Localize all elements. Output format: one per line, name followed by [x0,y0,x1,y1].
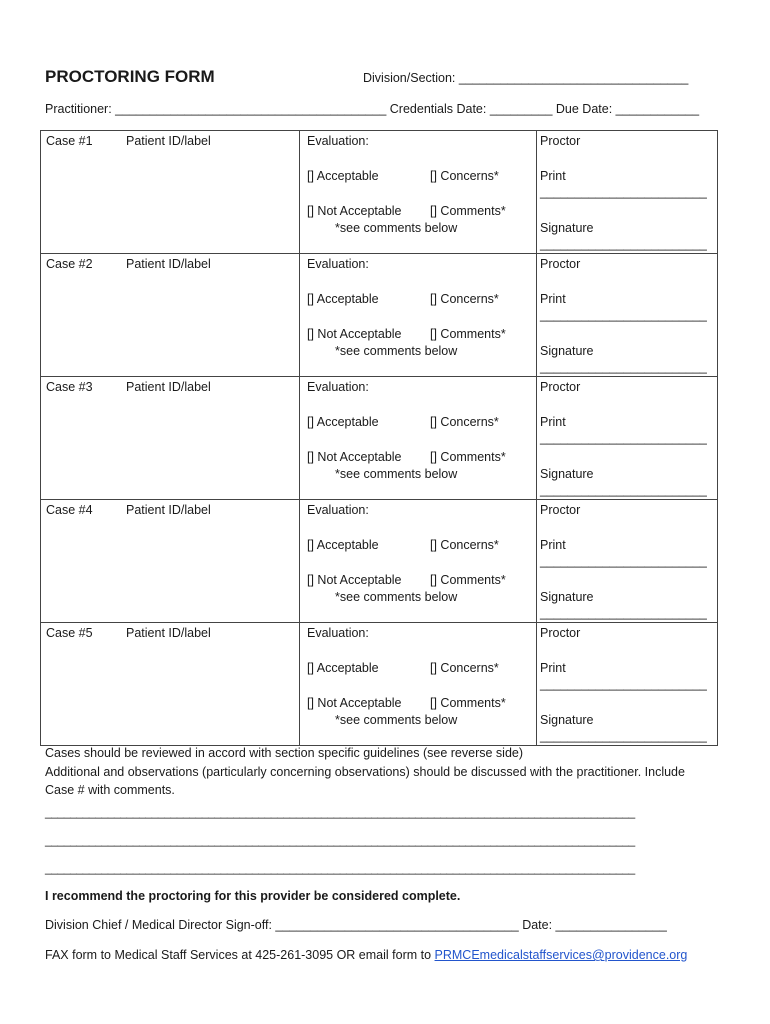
print-name-field[interactable]: ________________________ [540,431,707,445]
proctor-cell [537,623,718,746]
patient-id-label: Patient ID/label [126,380,211,394]
case-row [41,500,718,623]
signature-field[interactable]: ________________________ [540,606,707,620]
email-link[interactable]: PRMCEmedicalstaffservices@providence.org [434,948,688,962]
case-label: Case #4 [46,503,93,517]
proctor-label: Proctor [540,134,581,148]
not-acceptable-checkbox[interactable]: [] Not Acceptable [307,327,402,341]
see-comments-note: *see comments below [335,467,458,481]
proctor-cell [537,254,718,377]
signature-label: Signature [540,221,594,235]
print-label: Print [540,415,566,429]
signature-label: Signature [540,344,594,358]
evaluation-cell [300,623,537,746]
practitioner-row [45,102,699,116]
signature-label: Signature [540,467,594,481]
print-label: Print [540,538,566,552]
credentials-date-field[interactable]: Credentials Date: _________ [389,102,553,116]
evaluation-cell [300,254,537,377]
comments-checkbox[interactable]: [] Comments* [430,450,506,464]
observation-note: Additional and observations (particularly concerning observations) should be discussed with the practitioner. Include [45,765,685,779]
evaluation-label: Evaluation: [307,257,369,271]
signature-field[interactable]: ________________________ [540,483,707,497]
concerns-checkbox[interactable]: [] Concerns* [430,415,499,429]
patient-id-label: Patient ID/label [126,257,211,271]
signoff-field[interactable]: Division Chief / Medical Director Sign-off: ___________________________________ Date: ________________ [45,918,667,932]
signature-field[interactable]: ________________________ [540,237,707,251]
fax-text: FAX form to Medical Staff Services at 425-261-3095 OR email form to [45,948,435,962]
concerns-checkbox[interactable]: [] Concerns* [430,661,499,675]
observation-note-cont: Case # with comments. [45,783,175,797]
case-row [41,377,718,500]
evaluation-label: Evaluation: [307,626,369,640]
signature-label: Signature [540,590,594,604]
case-row [41,131,718,254]
acceptable-checkbox[interactable]: [] Acceptable [307,538,379,552]
form-title: PROCTORING FORM [45,67,215,86]
comments-checkbox[interactable]: [] Comments* [430,696,506,710]
case-label: Case #1 [46,134,93,148]
acceptable-checkbox[interactable]: [] Acceptable [307,169,379,183]
case-row [41,623,718,746]
acceptable-checkbox[interactable]: [] Acceptable [307,292,379,306]
cases-table [40,130,718,746]
see-comments-note: *see comments below [335,713,458,727]
signature-label: Signature [540,713,594,727]
proctor-cell [537,377,718,500]
print-name-field[interactable]: ________________________ [540,677,707,691]
print-name-field[interactable]: ________________________ [540,554,707,568]
comment-line[interactable]: ______________________________________________________________________________________________ [45,861,635,875]
evaluation-label: Evaluation: [307,503,369,517]
not-acceptable-checkbox[interactable]: [] Not Acceptable [307,450,402,464]
comments-checkbox[interactable]: [] Comments* [430,327,506,341]
not-acceptable-checkbox[interactable]: [] Not Acceptable [307,696,402,710]
comment-line[interactable]: ______________________________________________________________________________________________ [45,805,635,819]
not-acceptable-checkbox[interactable]: [] Not Acceptable [307,204,402,218]
proctor-label: Proctor [540,503,581,517]
concerns-checkbox[interactable]: [] Concerns* [430,538,499,552]
see-comments-note: *see comments below [335,221,458,235]
case-label: Case #3 [46,380,93,394]
proctor-label: Proctor [540,380,581,394]
proctor-label: Proctor [540,257,581,271]
case-cell [41,377,300,500]
case-label: Case #2 [46,257,93,271]
evaluation-cell [300,131,537,254]
case-row [41,254,718,377]
print-label: Print [540,661,566,675]
patient-id-label: Patient ID/label [126,134,211,148]
patient-id-label: Patient ID/label [126,503,211,517]
evaluation-label: Evaluation: [307,134,369,148]
print-name-field[interactable]: ________________________ [540,308,707,322]
recommendation-statement: I recommend the proctoring for this provider be considered complete. [45,889,461,903]
case-cell [41,254,300,377]
signature-field[interactable]: ________________________ [540,729,707,743]
guideline-note: Cases should be reviewed in accord with section specific guidelines (see reverse side) [45,746,524,760]
print-label: Print [540,169,566,183]
concerns-checkbox[interactable]: [] Concerns* [430,169,499,183]
proctor-cell [537,500,718,623]
print-name-field[interactable]: ________________________ [540,185,707,199]
patient-id-label: Patient ID/label [126,626,211,640]
case-label: Case #5 [46,626,93,640]
acceptable-checkbox[interactable]: [] Acceptable [307,661,379,675]
evaluation-cell [300,500,537,623]
comments-checkbox[interactable]: [] Comments* [430,204,506,218]
case-cell [41,131,300,254]
practitioner-field[interactable]: Practitioner: _______________________________________ [45,102,387,116]
print-label: Print [540,292,566,306]
case-cell [41,500,300,623]
proctor-cell [537,131,718,254]
due-date-field[interactable]: Due Date: ____________ [555,102,700,116]
acceptable-checkbox[interactable]: [] Acceptable [307,415,379,429]
see-comments-note: *see comments below [335,344,458,358]
evaluation-label: Evaluation: [307,380,369,394]
proctor-label: Proctor [540,626,581,640]
see-comments-note: *see comments below [335,590,458,604]
comment-line[interactable]: ______________________________________________________________________________________________ [45,833,635,847]
fax-instructions [45,948,687,962]
not-acceptable-checkbox[interactable]: [] Not Acceptable [307,573,402,587]
concerns-checkbox[interactable]: [] Concerns* [430,292,499,306]
evaluation-cell [300,377,537,500]
case-cell [41,623,300,746]
signature-field[interactable]: ________________________ [540,360,707,374]
division-section-field[interactable]: Division/Section: _________________________________ [363,71,689,85]
comments-checkbox[interactable]: [] Comments* [430,573,506,587]
